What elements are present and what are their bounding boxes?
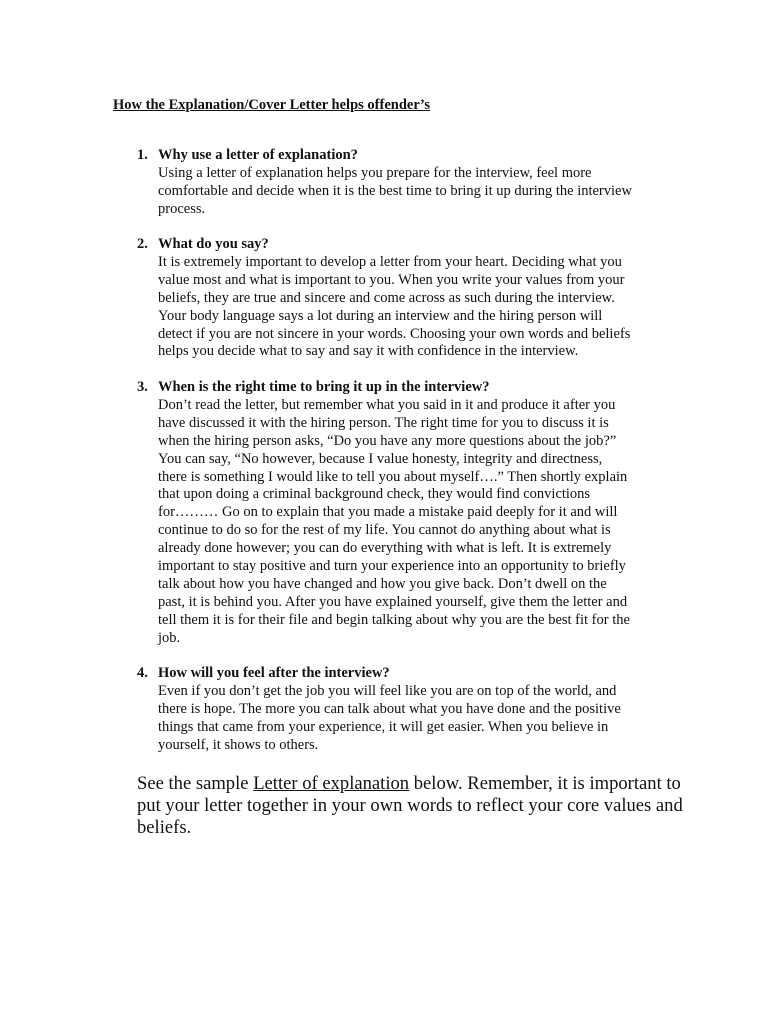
document-title: How the Explanation/Cover Letter helps offender’s	[113, 97, 430, 113]
body-line: that upon doing a criminal background check, they would find convictions	[158, 486, 591, 503]
body-line: past, it is behind you. After you have explained yourself, give them the letter and	[158, 593, 628, 610]
body-line: talk about how you have changed and how you give back. Don’t dwell on the	[158, 575, 607, 592]
body-line: things that came from your experience, it will get easier. When you believe in	[158, 718, 609, 735]
item-number: 1.	[137, 147, 148, 163]
section-why-use-letter	[137, 147, 677, 219]
body-line: when the hiring person asks, “Do you have any more questions about the job?”	[158, 432, 617, 449]
section-right-time	[137, 379, 677, 648]
section-heading: How will you feel after the interview?	[158, 665, 390, 681]
body-line: detect if you are not sincere in your words. Choosing your own words and beliefs	[158, 325, 631, 342]
body-line: process.	[158, 200, 206, 217]
body-line: job.	[158, 629, 181, 646]
body-line: tell them it is for their file and begin talking about why you are the best fit for the	[158, 611, 630, 628]
body-line: have discussed it with the hiring person. The right time for you to discuss it is	[158, 414, 609, 431]
letter-of-explanation-link[interactable]: Letter of explanation	[253, 773, 410, 794]
body-line: beliefs, they are true and sincere and come across as such during the interview.	[158, 289, 615, 306]
closing-line	[137, 773, 683, 795]
body-line: value most and what is important to you. When you write your values from your	[158, 271, 625, 288]
body-line: comfortable and decide when it is the best time to bring it up during the interview	[158, 182, 632, 199]
body-line: Don’t read the letter, but remember what you said in it and produce it after you	[158, 396, 616, 413]
section-what-do-you-say	[137, 236, 677, 361]
item-number: 3.	[137, 379, 148, 395]
closing-suffix: below. Remember, it is important to	[409, 773, 681, 794]
body-line: Using a letter of explanation helps you prepare for the interview, feel more	[158, 164, 592, 181]
body-line: there is something I would like to tell you about myself….” Then shortly explain	[158, 468, 628, 485]
body-line: there is hope. The more you can talk about what you have done and the positive	[158, 700, 621, 717]
body-line: You can say, “No however, because I value honesty, integrity and directness,	[158, 450, 603, 467]
item-number: 4.	[137, 665, 148, 681]
body-line: helps you decide what to say and say it with confidence in the interview.	[158, 343, 579, 360]
item-number: 2.	[137, 236, 148, 252]
closing-line: beliefs.	[137, 817, 192, 838]
body-line: It is extremely important to develop a letter from your heart. Deciding what you	[158, 253, 622, 270]
body-line: Your body language says a lot during an interview and the hiring person will	[158, 307, 603, 324]
section-how-will-you-feel	[137, 665, 677, 755]
closing-prefix: See the sample	[137, 773, 254, 794]
section-heading: Why use a letter of explanation?	[158, 147, 358, 163]
section-heading: When is the right time to bring it up in the interview?	[158, 379, 490, 395]
closing-paragraph	[137, 773, 683, 839]
body-line: important to stay positive and turn your experience into an opportunity to briefly	[158, 558, 626, 575]
section-heading: What do you say?	[158, 236, 269, 252]
body-line: for……… Go on to explain that you made a mistake paid deeply for it and will	[158, 504, 618, 521]
body-line: already done however; you can do everything with what is left. It is extremely	[158, 540, 612, 557]
closing-line: put your letter together in your own words to reflect your core values and	[137, 795, 683, 816]
body-line: yourself, it shows to others.	[158, 736, 319, 753]
body-line: continue to do so for the rest of my life. You cannot do anything about what is	[158, 522, 611, 539]
body-line: Even if you don’t get the job you will feel like you are on top of the world, and	[158, 682, 617, 699]
